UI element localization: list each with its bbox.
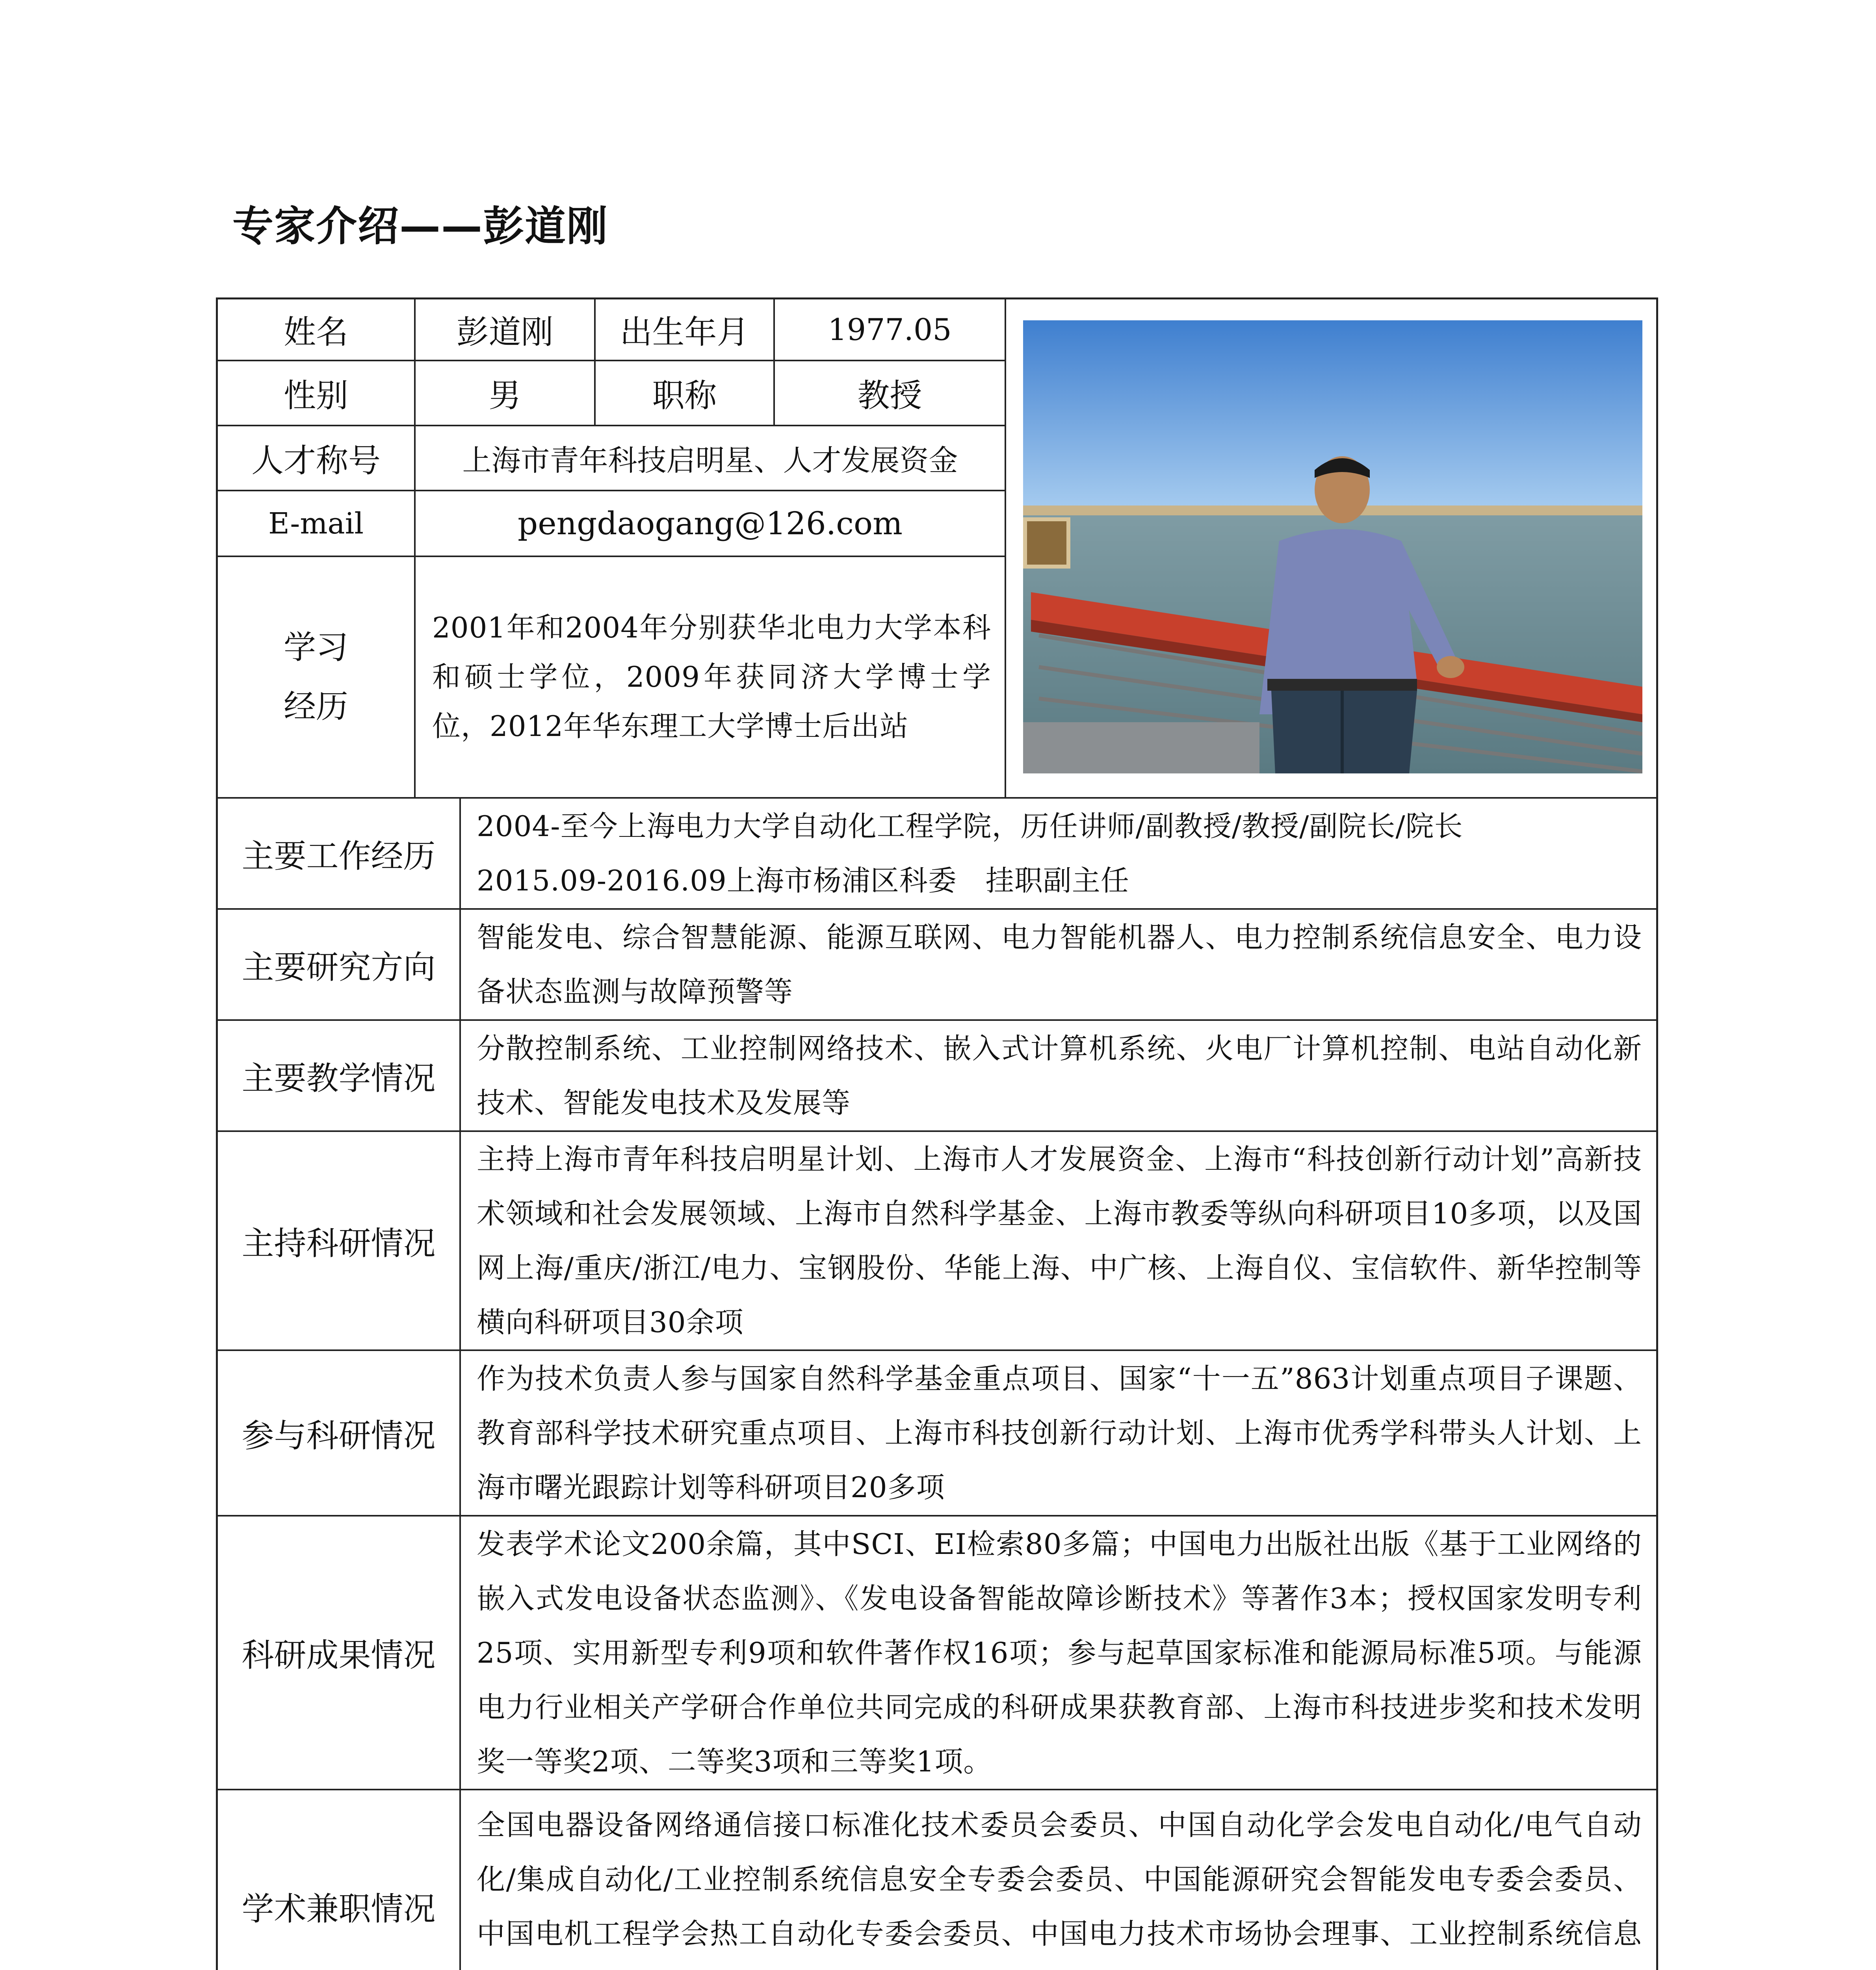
- email-value: pengdaogang@126.com: [518, 505, 903, 542]
- participate-research-text: 作为技术负责人参与国家自然科学基金重点项目、国家“十一五”863计划重点项目子课题、教育部科学技术研究重点项目、上海市科技创新行动计划、上海市优秀学科带头人计划、上海市曙光跟踪计划等科研项目20多项: [477, 1362, 1642, 1504]
- page-title: 专家介绍——彭道刚: [232, 202, 609, 250]
- birth-value: 1977.05: [828, 312, 952, 347]
- study-label-line2: 经历: [283, 688, 348, 725]
- rank-label: 职称: [652, 377, 717, 414]
- academic-positions-value: [461, 1790, 1656, 1970]
- host-research-text: 主持上海市青年科技启明星计划、上海市人才发展资金、上海市“科技创新行动计划”高新技术领域和社会发展领域、上海市自然科学基金、上海市教委等纵向科研项目10多项，以及国网上海/重庆/浙江/电力、宝钢股份、华能上海、中广核、上海自仪、宝信软件、新华控制等横向科研项目30余项: [477, 1143, 1642, 1339]
- participate-research-value: [461, 1351, 1656, 1515]
- rank-value: 教授: [857, 377, 922, 414]
- work-value: [461, 799, 1656, 908]
- achievements-value: [461, 1517, 1656, 1789]
- gender-label: 性别: [283, 377, 348, 414]
- achievements-text: 发表学术论文200余篇，其中SCI、EI检索80多篇；中国电力出版社出版《基于工业网络的嵌入式发电设备状态监测》、《发电设备智能故障诊断技术》等著作3本；授权国家发明专利25项、实用新型专利9项和软件著作权16项；参与起草国家标准和能源局标准5项。与能源电力行业相关产学研合作单位共同完成的科研成果获教育部、上海市科技进步奖和技术发明奖一等奖2项、二等奖3项和三等奖1项。: [477, 1527, 1642, 1778]
- honor-value: 上海市青年科技启明星、人才发展资金: [462, 443, 958, 478]
- name-value: 彭道刚: [456, 314, 554, 351]
- academic-positions-text: 全国电器设备网络通信接口标准化技术委员会委员、中国自动化学会发电自动化/电气自动化/集成自动化/工业控制系统信息安全专委会委员、中国能源研究会智能发电专委会委员、中国电机工程学会热工自动化专委会委员、中国电力技术市场协会理事、工业控制系统信息: [477, 1808, 1642, 1950]
- study-label: [218, 557, 414, 797]
- academic-positions-label: 学术兼职情况: [241, 1890, 436, 1928]
- birth-label: 出生年月: [620, 314, 749, 351]
- participate-research-label: 参与科研情况: [241, 1417, 436, 1455]
- research-label: 主要研究方向: [241, 948, 436, 986]
- portrait-photo: [1023, 320, 1642, 773]
- work-label: 主要工作经历: [241, 837, 436, 875]
- host-research-label: 主持科研情况: [241, 1225, 436, 1262]
- name-label: 姓名: [283, 314, 348, 351]
- email-label: E-mail: [268, 506, 364, 541]
- teaching-value: [461, 1021, 1656, 1130]
- portrait-photo-icon: [1023, 320, 1642, 773]
- work-line-2: 2015.09-2016.09上海市杨浦区科委 挂职副主任: [477, 864, 1129, 897]
- study-text: 2001年和2004年分别获华北电力大学本科和硕士学位，2009年获同济大学博士学位，2012年华东理工大学博士后出站: [432, 611, 991, 743]
- research-text: 智能发电、综合智慧能源、能源互联网、电力智能机器人、电力控制系统信息安全、电力设备状态监测与故障预警等: [477, 921, 1642, 1008]
- study-value: [416, 557, 1005, 797]
- research-value: [461, 910, 1656, 1019]
- work-line-1: 2004-至今上海电力大学自动化工程学院，历任讲师/副教授/教授/副院长/院长: [477, 810, 1463, 843]
- host-research-value: [461, 1132, 1656, 1349]
- teaching-text: 分散控制系统、工业控制网络技术、嵌入式计算机系统、火电厂计算机控制、电站自动化新技术、智能发电技术及发展等: [477, 1032, 1642, 1119]
- teaching-label: 主要教学情况: [241, 1059, 436, 1097]
- honor-label: 人才称号: [251, 442, 381, 479]
- study-label-line1: 学习: [283, 628, 348, 666]
- gender-value: 男: [489, 377, 521, 414]
- achievements-label: 科研成果情况: [241, 1637, 436, 1674]
